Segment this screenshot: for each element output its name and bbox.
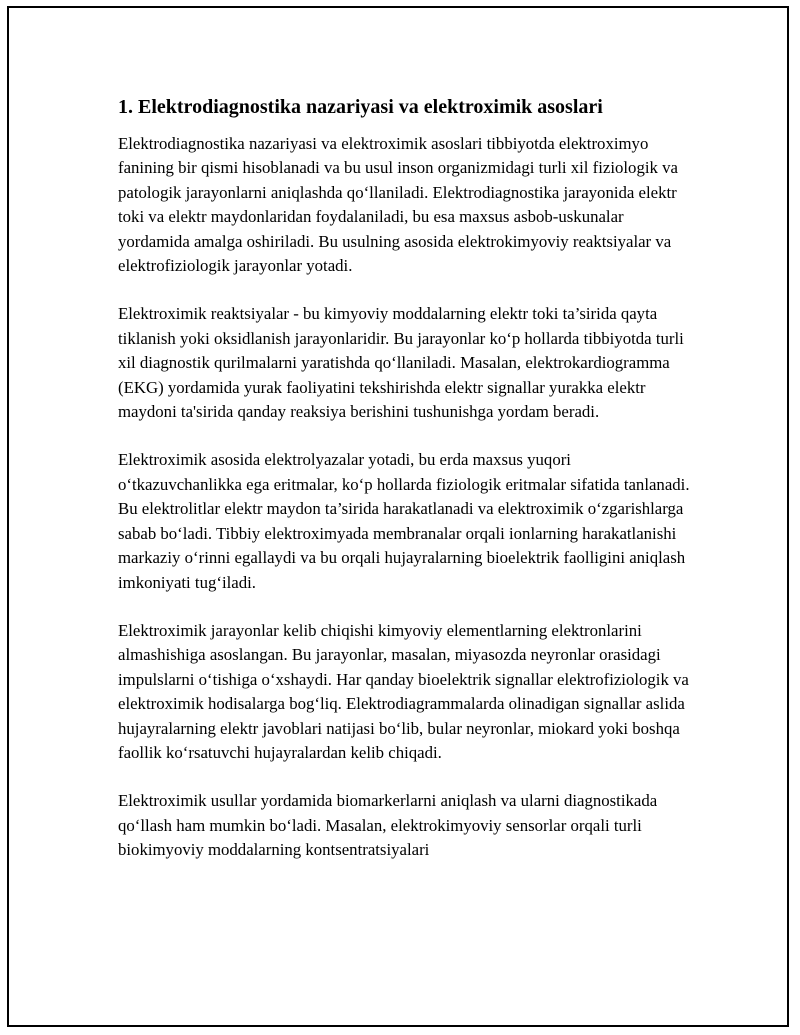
- paragraph-5: Elektroximik usullar yordamida biomarkerlarni aniqlash va ularni diagnostikada qo‘llash ham mumkin bo‘ladi. Masalan, elektrokimyoviy sensorlar orqali turli biokimyoviy moddalarning kontsentratsiyalari: [118, 791, 658, 860]
- paragraph-3: Elektroximik asosida elektrolyazalar yotadi, bu erda maxsus yuqori o‘tkazuvchanlikka ega eritmalar, ko‘p hollarda fiziologik eritmalar sifatida tanlanadi. Bu elektrolitlar elektr maydon ta’sirida harakatlanadi va elektroximik o‘zgarishlarga sabab bo‘ladi. Tibbiy elektroximyada membranalar orqali ionlarning harakatlanishi markaziy o‘rinni egallaydi va bu orqali hujayralarning bioelektrik faolligini aniqlash imkoniyati tug‘iladi.: [118, 450, 690, 592]
- document-body: [118, 94, 693, 887]
- paragraph-1: Elektrodiagnostika nazariyasi va elektroximik asoslari tibbiyotda elektroximyo fanining bir qismi hisoblanadi va bu usul inson organizmidagi turli xil fiziologik va patologik jarayonlarni aniqlashda qo‘llaniladi. Elektrodiagnostika jarayonida elektr toki va elektr maydonlaridan foydalaniladi, bu esa maxsus asbob-uskunalar yordamida amalga oshiriladi. Bu usulning asosida elektrokimyoviy reaktsiyalar va elektrofiziologik jarayonlar yotadi.: [118, 134, 678, 276]
- paragraph-2: Elektroximik reaktsiyalar - bu kimyoviy moddalarning elektr toki ta’sirida qayta tiklanish yoki oksidlanish jarayonlaridir. Bu jarayonlar ko‘p hollarda tibbiyotda turli xil diagnostik qurilmalarni yaratishda qo‘llaniladi. Masalan, elektrokardiogramma (EKG) yordamida yurak faoliyatini tekshirishda elektr signallar yurakka elektr maydoni ta'sirida qanday reaksiya berishini tushunishga yordam beradi.: [118, 304, 684, 422]
- paragraph-4: Elektroximik jarayonlar kelib chiqishi kimyoviy elementlarning elektronlarini almashishiga asoslangan. Bu jarayonlar, masalan, miyasozda neyronlar orasidagi impulslarni o‘tishiga o‘xshaydi. Har qanday bioelektrik signallar elektrofiziologik va elektroximik hodisalarga bog‘liq. Elektrodiagrammalarda olinadigan signallar aslida hujayralarning elektr javoblari natijasi bo‘lib, bular neyronlar, miokard yoki boshqa faollik ko‘rsatuvchi hujayralardan kelib chiqadi.: [118, 620, 689, 762]
- section-heading: 1. Elektrodiagnostika nazariyasi va elektroximik asoslari: [118, 96, 603, 118]
